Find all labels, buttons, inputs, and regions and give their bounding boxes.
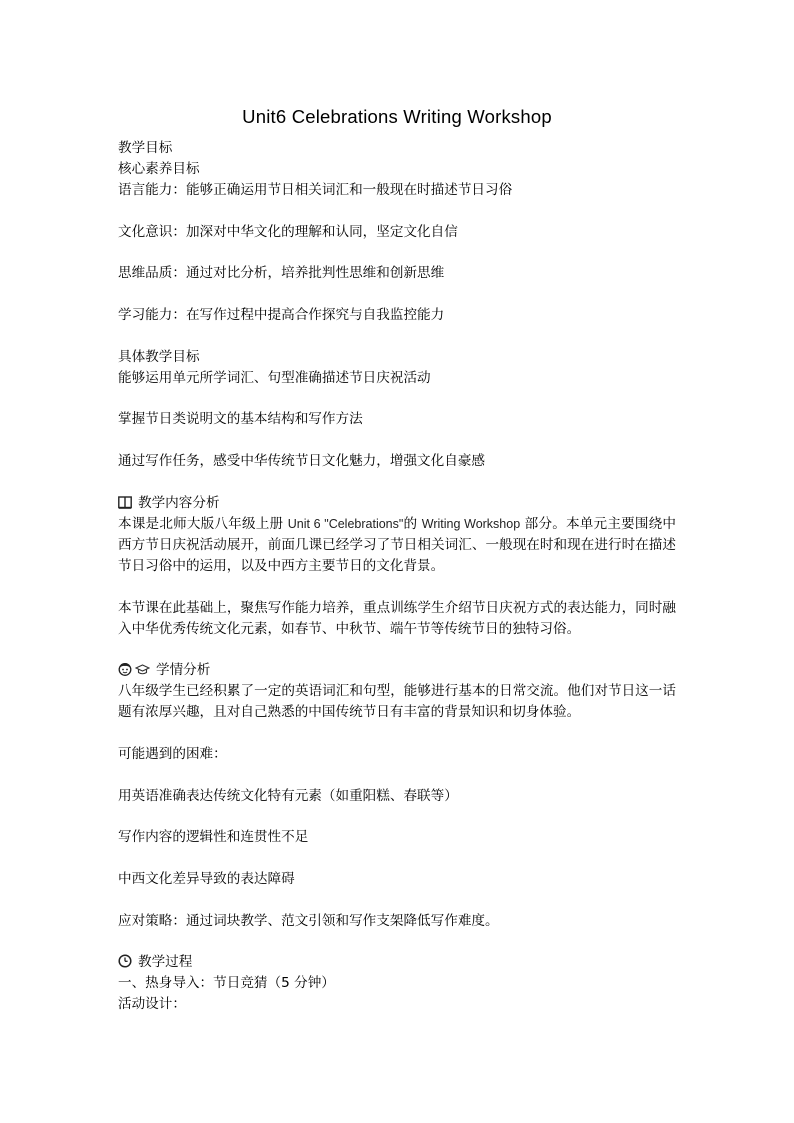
workshop-name: Writing Workshop — [421, 516, 521, 531]
teaching-process-heading — [118, 952, 676, 973]
core-objective-item: 思维品质：通过对比分析，培养批判性思维和创新思维 — [118, 265, 445, 282]
clock-icon — [118, 954, 132, 968]
core-objective-item: 学习能力：在写作过程中提高合作探究与自我监控能力 — [118, 307, 445, 324]
strategy-text: 应对策略：通过词块教学、范文引领和写作支架降低写作难度。 — [118, 912, 499, 929]
document-title: Unit6 Celebrations Writing Workshop — [242, 106, 552, 127]
text-run: 本课是北师大版八年级上册 — [118, 515, 288, 532]
specific-objective-item: 通过写作任务，感受中华传统节日文化魅力，增强文化自豪感 — [118, 453, 486, 470]
difficulties-heading: 可能遇到的困难： — [118, 745, 227, 762]
teaching-process-title: 教学过程 — [138, 954, 193, 971]
student-analysis-title: 学情分析 — [156, 662, 211, 679]
specific-objective-item: 掌握节日类说明文的基本结构和写作方法 — [118, 411, 363, 428]
objectives-heading: 教学目标 — [118, 140, 173, 156]
content-analysis-paragraph-2: 本节课在此基础上，聚焦写作能力培养，重点训练学生介绍节日庆祝方式的表达能力，同时融入中华优秀传统文化元素，如春节、中秋节、端午节等传统节日的独特习俗。 — [118, 599, 676, 637]
step-1-title: 一、热身导入：节日竞猜（5 分钟） — [118, 975, 335, 992]
text-run: 的 — [403, 515, 422, 532]
document-body — [118, 138, 676, 1015]
specific-objective-item: 能够运用单元所学词汇、句型准确描述节日庆祝活动 — [118, 369, 431, 386]
difficulty-item: 写作内容的逻辑性和连贯性不足 — [118, 829, 309, 846]
difficulty-item: 用英语准确表达传统文化特有元素（如重阳糕、春联等） — [118, 787, 458, 804]
specific-objectives-heading: 具体教学目标 — [118, 348, 200, 365]
text-run: 部分。本单元主要围绕中西方节日庆祝活动展开，前面几课已经学习了节日相关词汇、一般现在时和现在进行时在描述节日习俗中的运用，以及中西方主要节日的文化背景。 — [118, 515, 676, 574]
core-objectives-heading: 核心素养目标 — [118, 161, 200, 177]
activity-design-label: 活动设计： — [118, 996, 186, 1013]
content-analysis-paragraph-1 — [118, 514, 676, 577]
content-analysis-heading — [118, 493, 676, 514]
student-analysis-paragraph: 八年级学生已经积累了一定的英语词汇和句型，能够进行基本的日常交流。他们对节日这一话题有浓厚兴趣，且对自己熟悉的中国传统节日有丰富的背景知识和切身体验。 — [118, 683, 676, 721]
boy-face-icon — [118, 662, 132, 676]
core-objective-item: 文化意识：加深对中华文化的理解和认同，坚定文化自信 — [118, 223, 458, 240]
content-analysis-title: 教学内容分析 — [138, 494, 220, 511]
book-icon — [118, 496, 132, 509]
unit-name: Unit 6 "Celebrations" — [287, 516, 404, 531]
graduation-cap-icon — [135, 663, 150, 676]
core-objective-item: 语言能力：能够正确运用节日相关词汇和一般现在时描述节日习俗 — [118, 182, 513, 198]
student-analysis-heading — [118, 660, 676, 681]
difficulty-item: 中西文化差异导致的表达障碍 — [118, 870, 295, 887]
